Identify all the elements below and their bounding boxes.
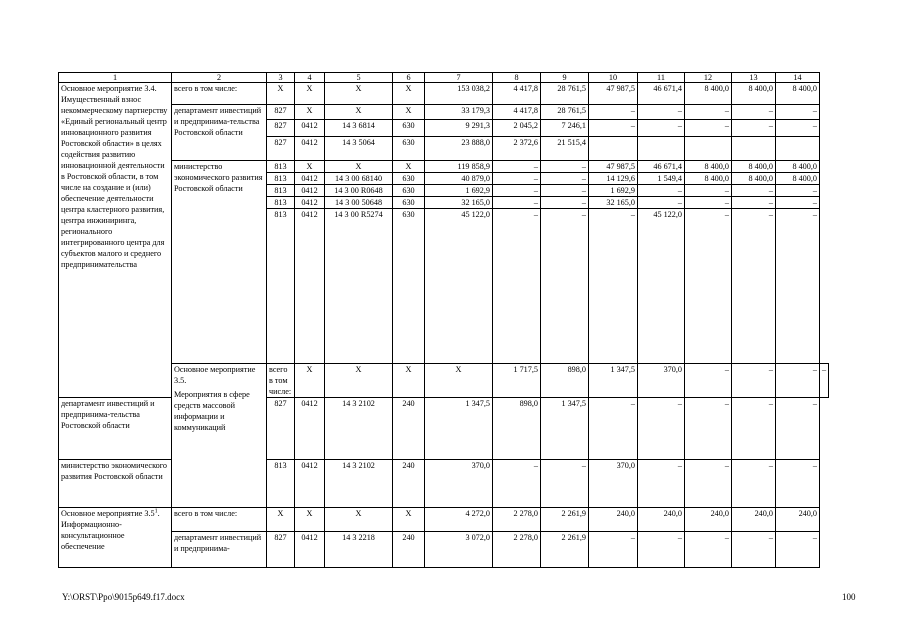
cell-c13: – xyxy=(732,197,776,209)
cell-c6: Х xyxy=(393,105,425,120)
cell-c6: Х xyxy=(393,508,425,532)
cell-c9: 2 261,9 xyxy=(541,532,589,568)
cell-c5: 14 3 2218 xyxy=(325,532,393,568)
cell-c10 xyxy=(589,137,638,161)
cell-c3: 813 xyxy=(267,209,295,364)
cell-c14: 8 400,0 xyxy=(776,173,820,185)
cell-c6: 630 xyxy=(393,173,425,185)
cell-c11 xyxy=(638,137,685,161)
cell-c6: Х xyxy=(425,364,493,398)
cell-c11: 1 549,4 xyxy=(638,173,685,185)
cell-c5: Х xyxy=(325,161,393,173)
header-cell: 14 xyxy=(776,73,820,83)
cell-c14: – xyxy=(776,120,820,137)
page-number: 100 xyxy=(842,592,856,602)
cell-c7: 3 072,0 xyxy=(425,532,493,568)
cell-c9: – xyxy=(541,161,589,173)
cell-c4: Х xyxy=(295,508,325,532)
cell-c3: 827 xyxy=(267,137,295,161)
cell-c8: – xyxy=(493,460,541,508)
measure-desc: Информационно-консультационное обеспечение xyxy=(61,520,125,551)
cell-c9: 1 347,5 xyxy=(541,398,589,460)
cell-c12: – xyxy=(685,532,732,568)
cell-c3: 813 xyxy=(267,185,295,197)
cell-c12: – xyxy=(685,209,732,364)
cell-c11: 46 671,4 xyxy=(638,83,685,105)
table-row xyxy=(59,105,829,120)
header-cell: 2 xyxy=(172,73,267,83)
cell-c6: 630 xyxy=(393,197,425,209)
cell-c10: – xyxy=(589,398,638,460)
cell-c10: 370,0 xyxy=(589,460,638,508)
cell-c4: 0412 xyxy=(295,185,325,197)
cell-c11: – xyxy=(638,197,685,209)
cell-c8: – xyxy=(493,197,541,209)
cell-c14: – xyxy=(776,197,820,209)
cell-c6: 630 xyxy=(393,137,425,161)
cell-c5: 14 3 5064 xyxy=(325,137,393,161)
cell-c5: 14 3 6814 xyxy=(325,120,393,137)
cell-c12: – xyxy=(685,105,732,120)
cell-c6: Х xyxy=(393,83,425,105)
cell-c4: Х xyxy=(325,364,393,398)
cell-c3: 827 xyxy=(267,105,295,120)
cell-c8: – xyxy=(493,161,541,173)
cell-c11: – xyxy=(638,398,685,460)
cell-c13: – xyxy=(732,398,776,460)
cell-c9: – xyxy=(541,460,589,508)
executor-label: департамент инвестиций и предпринима-тельства Ростовской области xyxy=(59,398,172,460)
cell-c14: – xyxy=(776,185,820,197)
header-cell: 6 xyxy=(393,73,425,83)
cell-c8: 2 372,6 xyxy=(493,137,541,161)
cell-c6: 240 xyxy=(393,460,425,508)
cell-c3: 827 xyxy=(267,120,295,137)
cell-c10: 32 165,0 xyxy=(589,197,638,209)
cell-c7: 1 347,5 xyxy=(425,398,493,460)
cell-c12: 8 400,0 xyxy=(685,83,732,105)
cell-c8: – xyxy=(493,209,541,364)
cell-c11: – xyxy=(638,105,685,120)
cell-c5: Х xyxy=(393,364,425,398)
cell-c13: – xyxy=(776,364,820,398)
cell-c14: – xyxy=(776,532,820,568)
document-path: Y:\ORST\Ppo\9015p649.f17.docx xyxy=(62,592,185,602)
measure-title-text: Основное мероприятие 3.5 xyxy=(61,509,155,518)
header-cell: 1 xyxy=(59,73,172,83)
header-cell: 4 xyxy=(295,73,325,83)
cell-c13: – xyxy=(732,185,776,197)
executor-label: всего в том числе: xyxy=(267,364,295,398)
cell-c8: 898,0 xyxy=(493,398,541,460)
measure-name xyxy=(172,364,267,508)
cell-c7: 45 122,0 xyxy=(425,209,493,364)
budget-table xyxy=(58,72,829,568)
cell-c7: 4 272,0 xyxy=(425,508,493,532)
cell-c14: – xyxy=(776,209,820,364)
cell-c8: 4 417,8 xyxy=(493,83,541,105)
cell-c7: 23 888,0 xyxy=(425,137,493,161)
executor-label: департамент инвестиций и предпринима- xyxy=(172,532,267,568)
table-row xyxy=(59,83,829,105)
cell-c7: 40 879,0 xyxy=(425,173,493,185)
header-cell: 7 xyxy=(425,73,493,83)
cell-c13: 8 400,0 xyxy=(732,83,776,105)
executor-label: всего в том числе: xyxy=(172,83,267,105)
cell-c8: – xyxy=(493,173,541,185)
header-cell: 12 xyxy=(685,73,732,83)
cell-c4: 0412 xyxy=(295,120,325,137)
measure-name: Основное мероприятие 3.4. Имущественный взнос некоммерческому партнерству «Единый региональный центр инновационного развития Ростовской области» в целях содействия развитию инновационной деятельности в Ростовской области, в том числе на создание и (или) обеспечение деятельности центра кластерного развития, центра инжиниринга, регионального интегрированного центра для субъектов малого и среднего предпринимательства xyxy=(59,83,172,398)
cell-c5: 14 3 00 R0648 xyxy=(325,185,393,197)
header-cell: 5 xyxy=(325,73,393,83)
cell-c10: 240,0 xyxy=(589,508,638,532)
cell-c14: 8 400,0 xyxy=(776,161,820,173)
cell-c11: – xyxy=(638,532,685,568)
cell-c5: 14 3 00 68140 xyxy=(325,173,393,185)
cell-c4: 0412 xyxy=(295,209,325,364)
cell-c9: – xyxy=(541,173,589,185)
table-row xyxy=(59,73,829,83)
executor-label: министерство экономического развития Ростовской области xyxy=(172,161,267,364)
cell-c9: – xyxy=(541,185,589,197)
header-cell: 11 xyxy=(638,73,685,83)
cell-c9: 2 261,9 xyxy=(541,508,589,532)
cell-c10: 47 987,5 xyxy=(589,161,638,173)
cell-c6: 630 xyxy=(393,120,425,137)
executor-label: департамент инвестиций и предпринима-тельства Ростовской области xyxy=(172,105,267,161)
cell-c4: Х xyxy=(295,83,325,105)
cell-c9: 28 761,5 xyxy=(541,105,589,120)
cell-c6: 240 xyxy=(393,398,425,460)
cell-c10: – xyxy=(589,209,638,364)
cell-c5: 14 3 00 50648 xyxy=(325,197,393,209)
cell-c3: 813 xyxy=(267,460,295,508)
cell-c3: 827 xyxy=(267,398,295,460)
measure-title: Основное мероприятие 3.5. xyxy=(174,365,256,385)
cell-c6: 630 xyxy=(393,209,425,364)
cell-c8: 4 417,8 xyxy=(493,105,541,120)
cell-c11: – xyxy=(638,120,685,137)
cell-c5: Х xyxy=(325,83,393,105)
cell-c11: 240,0 xyxy=(638,508,685,532)
cell-c7: 32 165,0 xyxy=(425,197,493,209)
cell-c7: 119 858,9 xyxy=(425,161,493,173)
cell-c8: 2 045,2 xyxy=(493,120,541,137)
cell-c13: – xyxy=(732,105,776,120)
cell-c11: – xyxy=(638,460,685,508)
cell-c10: – xyxy=(589,120,638,137)
cell-c7: 33 179,3 xyxy=(425,105,493,120)
cell-c12: – xyxy=(685,185,732,197)
cell-c9: – xyxy=(541,209,589,364)
cell-c9: 21 515,4 xyxy=(541,137,589,161)
cell-c12: – xyxy=(685,460,732,508)
cell-c4: 0412 xyxy=(295,532,325,568)
cell-c10: – xyxy=(589,105,638,120)
footnote-mark: 1 xyxy=(154,508,158,515)
header-cell: 3 xyxy=(267,73,295,83)
cell-c10: 370,0 xyxy=(638,364,685,398)
cell-c14: – xyxy=(776,398,820,460)
cell-c6: 630 xyxy=(393,185,425,197)
cell-c10: 47 987,5 xyxy=(589,83,638,105)
cell-c6: 240 xyxy=(393,532,425,568)
cell-c3: 813 xyxy=(267,173,295,185)
cell-c5: Х xyxy=(325,105,393,120)
cell-c4: 0412 xyxy=(295,137,325,161)
cell-c3: 813 xyxy=(267,197,295,209)
cell-c6: Х xyxy=(393,161,425,173)
table-row xyxy=(59,161,829,173)
cell-c13: 8 400,0 xyxy=(732,173,776,185)
cell-c4: 0412 xyxy=(295,197,325,209)
cell-c14: – xyxy=(776,460,820,508)
cell-c14 xyxy=(776,137,820,161)
measure-name xyxy=(59,508,172,568)
table-row xyxy=(59,532,829,568)
cell-c7: 370,0 xyxy=(425,460,493,508)
cell-c5: 14 3 2102 xyxy=(325,398,393,460)
cell-c8: – xyxy=(493,185,541,197)
cell-c13: – xyxy=(732,532,776,568)
cell-c10: – xyxy=(589,532,638,568)
cell-c8: 2 278,0 xyxy=(493,508,541,532)
measure-title-dot: . xyxy=(157,509,160,518)
table-row xyxy=(59,508,829,532)
executor-label: министерство экономического развития Ростовской области xyxy=(59,460,172,508)
cell-c10: 1 692,9 xyxy=(589,185,638,197)
cell-c4: 0412 xyxy=(295,173,325,185)
cell-c4: 0412 xyxy=(295,398,325,460)
cell-c12: – xyxy=(685,120,732,137)
cell-c12: – xyxy=(685,398,732,460)
cell-c7: 153 038,2 xyxy=(425,83,493,105)
cell-c7: 9 291,3 xyxy=(425,120,493,137)
cell-c4: Х xyxy=(295,105,325,120)
cell-c12: – xyxy=(732,364,776,398)
cell-c14: 8 400,0 xyxy=(776,83,820,105)
cell-c9: – xyxy=(541,197,589,209)
table-row xyxy=(59,364,829,398)
cell-c9: 7 246,1 xyxy=(541,120,589,137)
executor-label: всего в том числе: xyxy=(172,508,267,532)
cell-c12: 240,0 xyxy=(685,508,732,532)
cell-c3: Х xyxy=(267,83,295,105)
header-cell: 10 xyxy=(589,73,638,83)
cell-c12: 8 400,0 xyxy=(685,161,732,173)
cell-c3: 827 xyxy=(267,532,295,568)
cell-c3: 813 xyxy=(267,161,295,173)
header-cell: 8 xyxy=(493,73,541,83)
cell-c13: – xyxy=(732,460,776,508)
cell-c9: 1 347,5 xyxy=(589,364,638,398)
cell-c12 xyxy=(685,137,732,161)
header-cell: 9 xyxy=(541,73,589,83)
cell-c13: 8 400,0 xyxy=(732,161,776,173)
header-cell: 13 xyxy=(732,73,776,83)
cell-c11: 46 671,4 xyxy=(638,161,685,173)
cell-c13: – xyxy=(732,120,776,137)
measure-desc: Мероприятия в сфере средств массовой информации и коммуникаций xyxy=(174,390,250,432)
cell-c14: 240,0 xyxy=(776,508,820,532)
cell-c13 xyxy=(732,137,776,161)
cell-c12: – xyxy=(685,197,732,209)
cell-c14: – xyxy=(776,105,820,120)
cell-c11: 45 122,0 xyxy=(638,209,685,364)
cell-c8: 898,0 xyxy=(541,364,589,398)
cell-c3: Х xyxy=(267,508,295,532)
table-body xyxy=(59,73,829,568)
cell-c5: 14 3 2102 xyxy=(325,460,393,508)
cell-c4: 0412 xyxy=(295,460,325,508)
cell-c13: 240,0 xyxy=(732,508,776,532)
cell-c11: – xyxy=(638,185,685,197)
cell-c7: 1 692,9 xyxy=(425,185,493,197)
cell-c5: Х xyxy=(325,508,393,532)
cell-c11: – xyxy=(685,364,732,398)
cell-c3: Х xyxy=(295,364,325,398)
cell-c12: 8 400,0 xyxy=(685,173,732,185)
measure-title xyxy=(61,508,169,519)
cell-c9: 28 761,5 xyxy=(541,83,589,105)
cell-c10: 14 129,6 xyxy=(589,173,638,185)
cell-c13: – xyxy=(732,209,776,364)
cell-c14: – xyxy=(820,364,829,398)
cell-c8: 2 278,0 xyxy=(493,532,541,568)
cell-c7: 1 717,5 xyxy=(493,364,541,398)
cell-c4: Х xyxy=(295,161,325,173)
cell-c5: 14 3 00 R5274 xyxy=(325,209,393,364)
